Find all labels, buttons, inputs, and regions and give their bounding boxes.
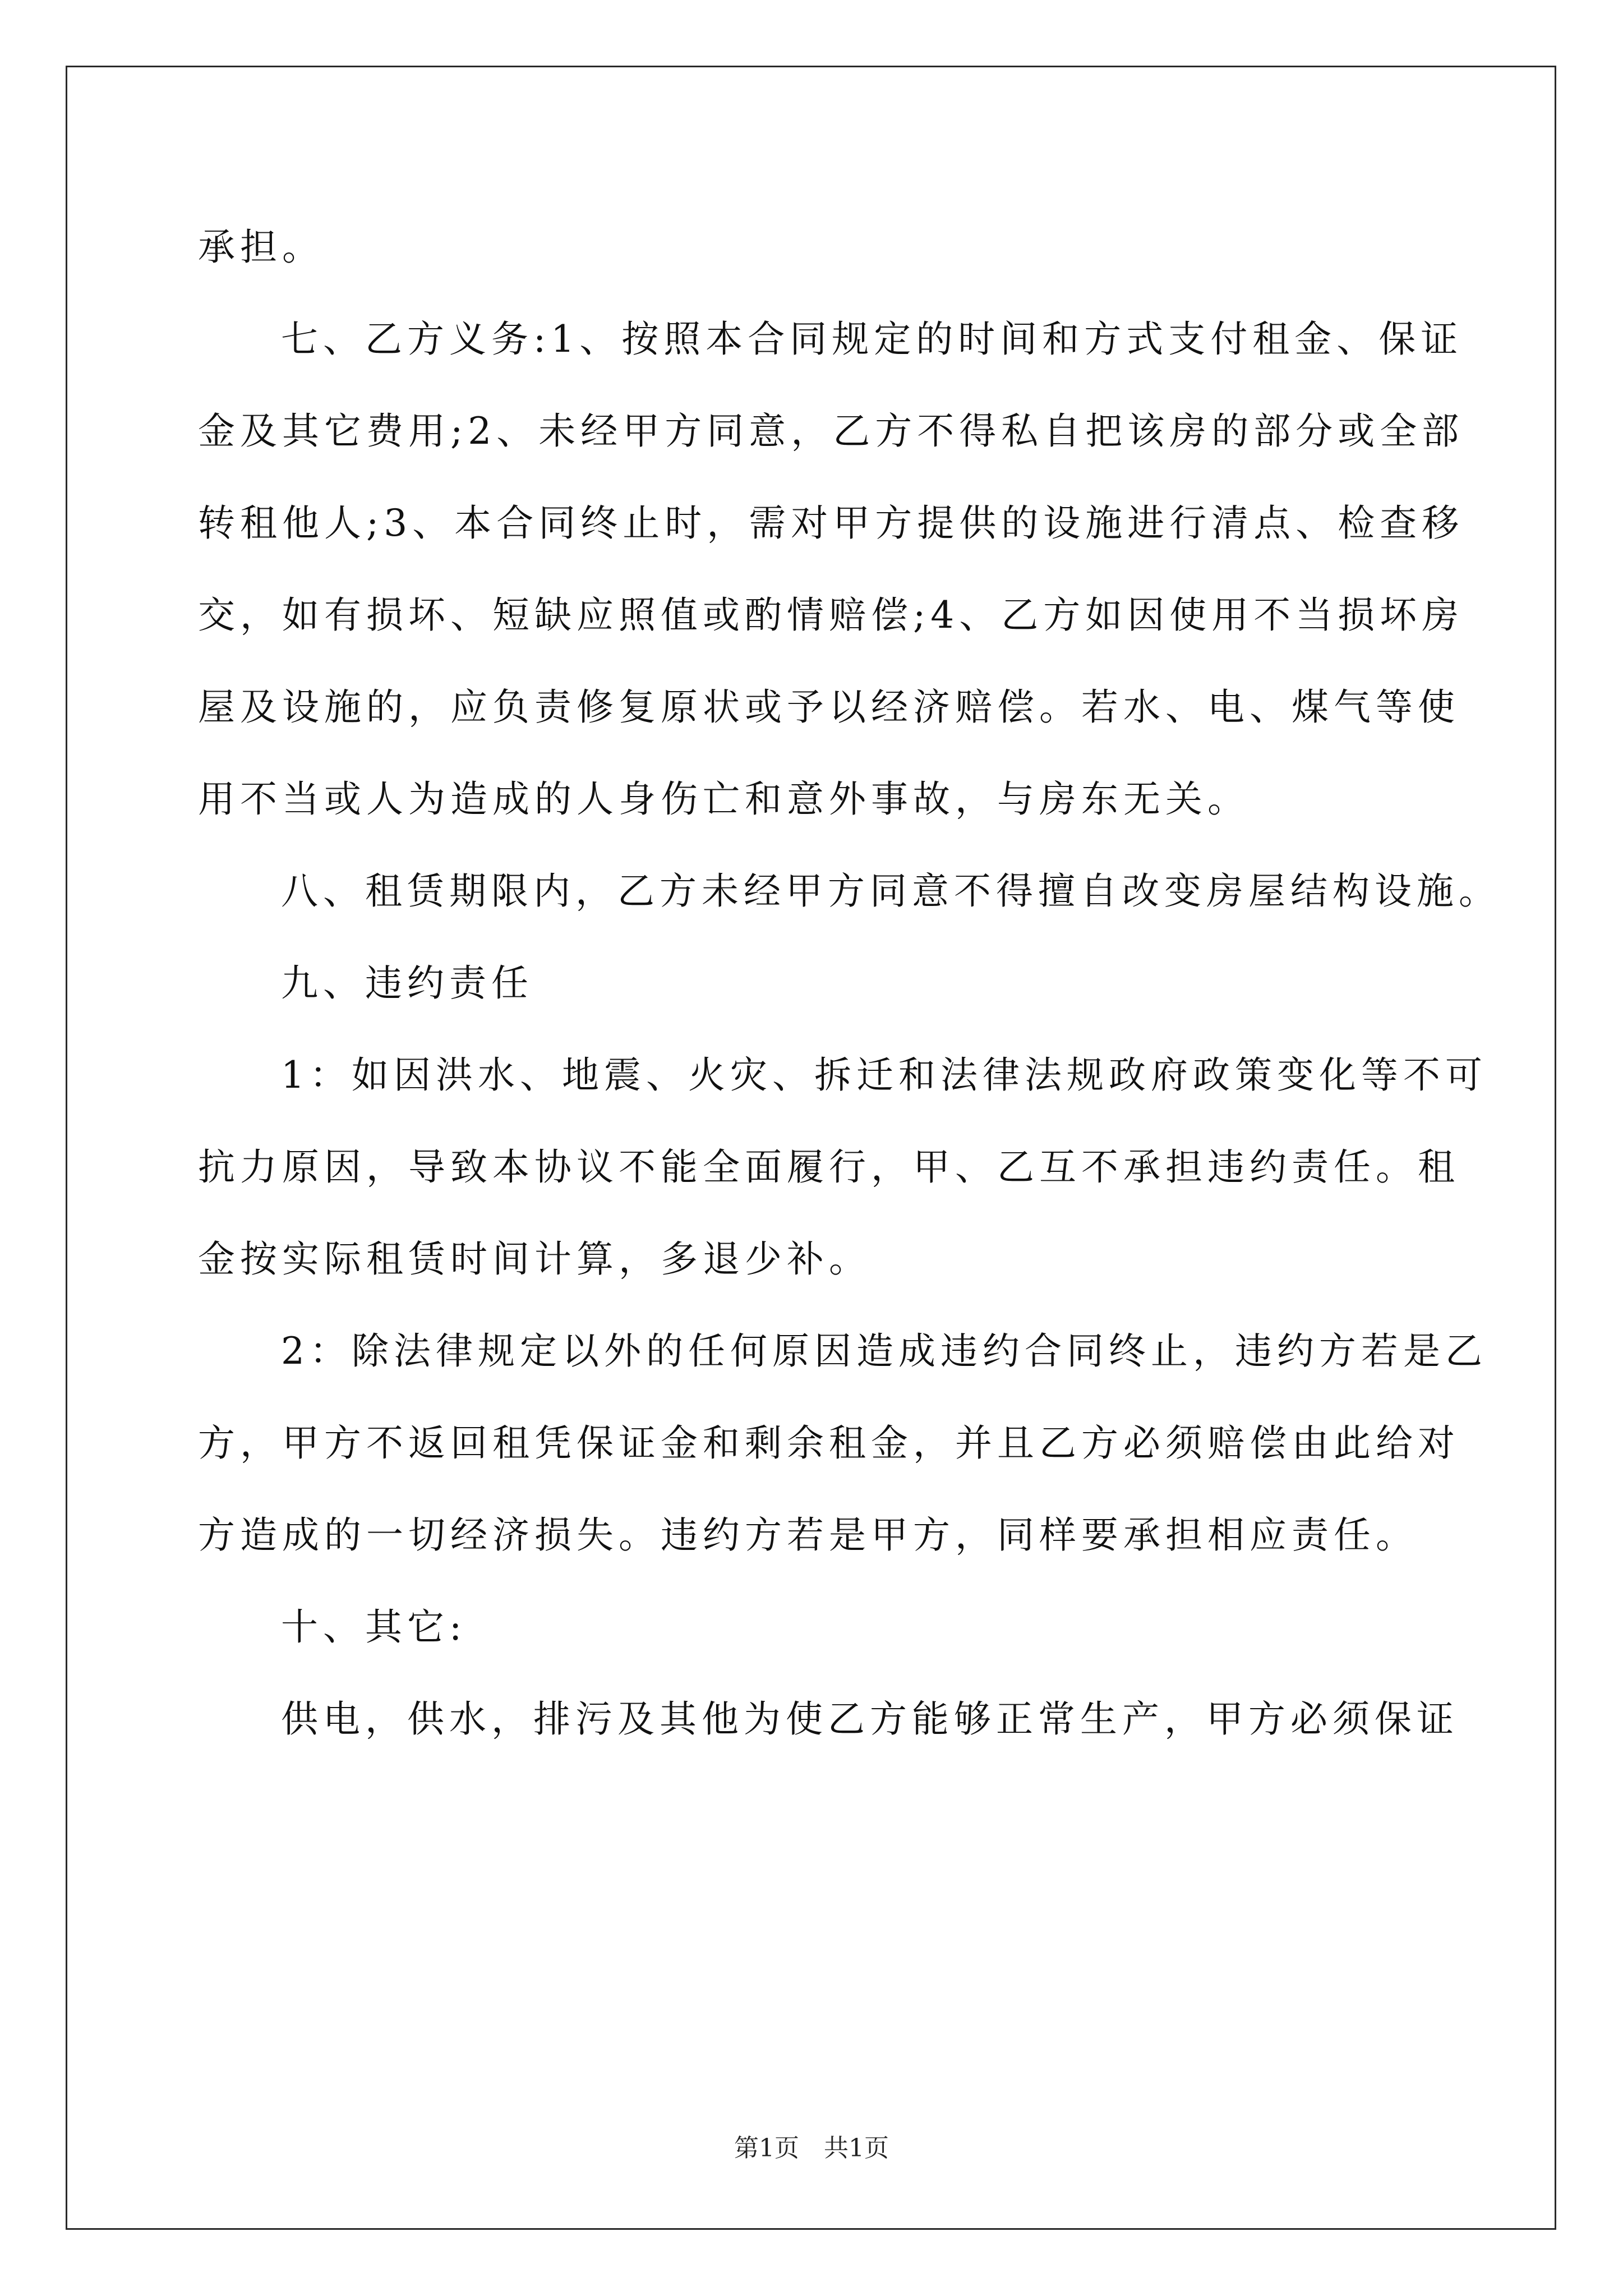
text-line: 九、违约责任 (281, 961, 533, 1005)
text-line: 交，如有损坏、短缺应照值或酌情赔偿;4、乙方如因使用不当损坏房 (198, 593, 1464, 637)
text-line: 方造成的一切经济损失。违约方若是甲方，同样要承担相应责任。 (198, 1513, 1418, 1557)
text-line: 用不当或人为造成的人身伤亡和意外事故，与房东无关。 (198, 777, 1249, 821)
text-line: 金按实际租赁时间计算，多退少补。 (198, 1237, 871, 1281)
text-line: 供电，供水，排污及其他为使乙方能够正常生产，甲方必须保证 (281, 1697, 1459, 1741)
text-line: 1：如因洪水、地震、火灾、拆迁和法律法规政府政策变化等不可 (281, 1053, 1487, 1097)
text-line: 转租他人;3、本合同终止时，需对甲方提供的设施进行清点、检查移 (198, 501, 1464, 545)
document-body (198, 223, 1501, 1787)
text-line: 屋及设施的，应负责修复原状或予以经济赔偿。若水、电、煤气等使 (198, 685, 1460, 729)
text-line: 2：除法律规定以外的任何原因造成违约合同终止，违约方若是乙 (281, 1329, 1487, 1373)
text-line: 八、租赁期限内，乙方未经甲方同意不得擅自改变房屋结构设施。 (281, 869, 1501, 913)
text-line: 承担。 (198, 226, 324, 269)
text-line: 方，甲方不返回租凭保证金和剩余租金，并且乙方必须赔偿由此给对 (198, 1421, 1460, 1465)
text-line: 抗力原因，导致本协议不能全面履行，甲、乙互不承担违约责任。租 (198, 1145, 1460, 1189)
text-line: 七、乙方义务:1、按照本合同规定的时间和方式支付租金、保证 (281, 318, 1463, 361)
text-line: 金及其它费用;2、未经甲方同意，乙方不得私自把该房的部分或全部 (198, 409, 1464, 453)
page-number: 第1页 共1页 (734, 2134, 889, 2162)
text-line: 十、其它: (281, 1605, 467, 1649)
